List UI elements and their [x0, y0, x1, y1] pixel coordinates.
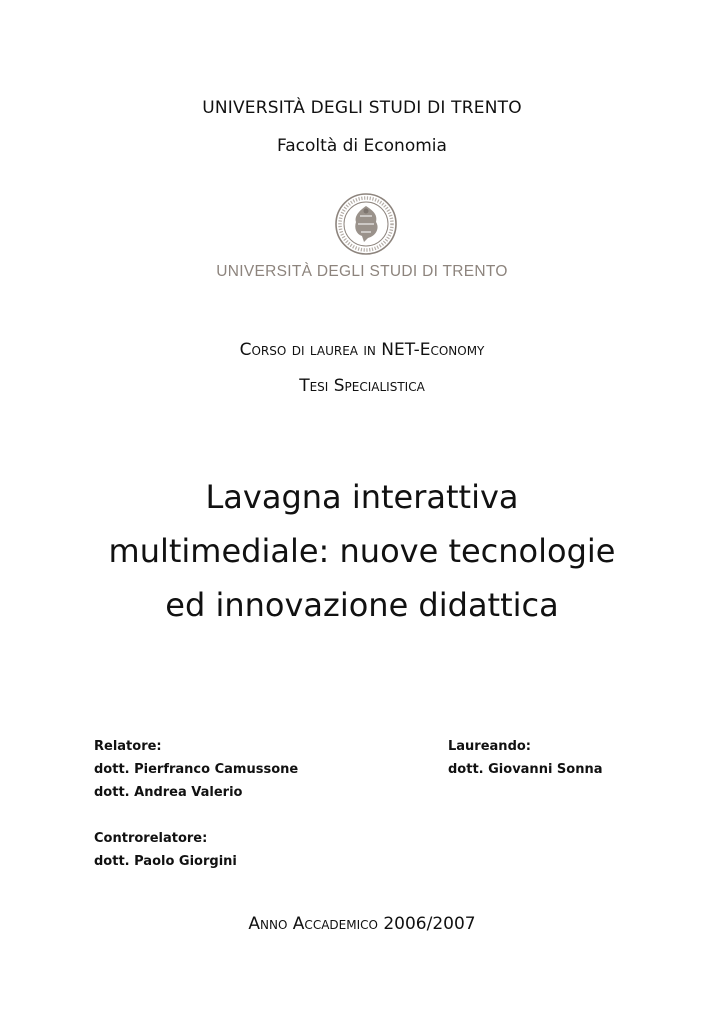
- logo-wordmark: UNIVERSITÀ DEGLI STUDI DI TRENTO: [216, 263, 508, 280]
- academic-year: Anno Accademico 2006/2007: [248, 914, 476, 934]
- thesis-title-line-3: ed innovazione didattica: [165, 586, 559, 624]
- thesis-title: [0, 470, 724, 632]
- co-supervisor-name: dott. Paolo Giorgini: [94, 854, 237, 869]
- supervisor-name-2: dott. Andrea Valerio: [94, 785, 243, 800]
- supervisor-label: Relatore:: [94, 739, 162, 754]
- candidate-label: Laureando:: [448, 739, 532, 754]
- university-name: UNIVERSITÀ DEGLI STUDI DI TRENTO: [202, 98, 522, 118]
- thesis-type: Tesi Specialistica: [299, 376, 425, 396]
- candidate-name: dott. Giovanni Sonna: [448, 762, 603, 777]
- university-seal-icon: [334, 192, 398, 256]
- thesis-title-line-2: multimediale: nuove tecnologie: [108, 532, 616, 570]
- faculty-name: Facoltà di Economia: [277, 136, 447, 156]
- supervisors-block: [94, 735, 298, 873]
- supervisor-name-1: dott. Pierfranco Camussone: [94, 762, 299, 777]
- co-supervisor-label: Controrelatore:: [94, 831, 208, 846]
- course-name: Corso di laurea in NET-Economy: [239, 340, 485, 360]
- thesis-title-line-1: Lavagna interattiva: [205, 478, 519, 516]
- candidate-block: [448, 735, 603, 781]
